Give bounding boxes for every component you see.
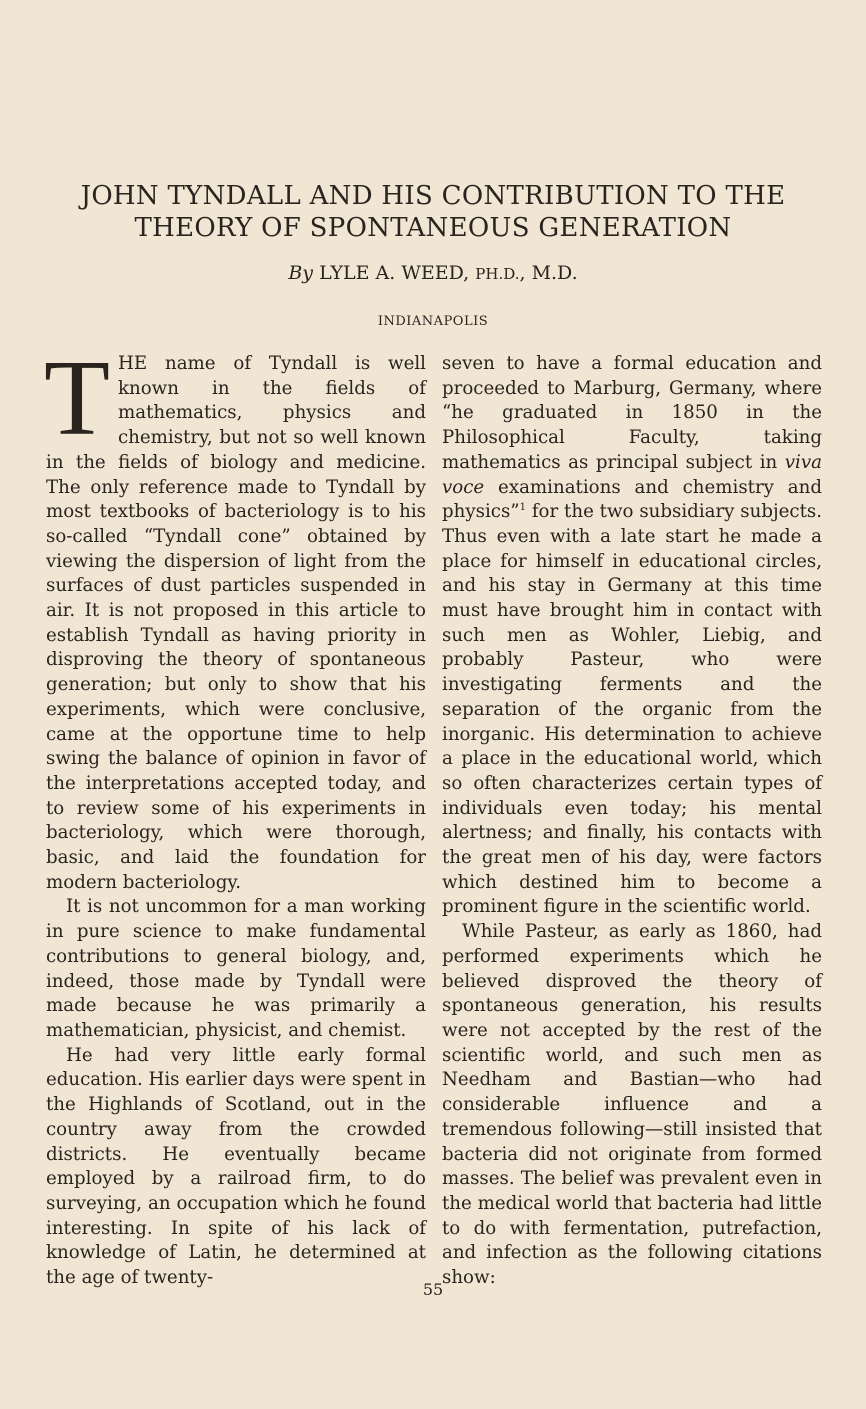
article-title [40, 180, 826, 244]
title-line-1: JOHN TYNDALL AND HIS CONTRIBUTION TO THE [80, 181, 786, 211]
author-degree-phd: PH.D. [475, 265, 520, 283]
paragraph-3: He had very little early formal education. His earlier days were spent in the Highlands of Scotland, out in the country away from the crowded districts. He eventually became employed by a railroad firm, to do surveying, an occupation which he found interesting. In spite of his lack of knowledge of Latin, he determined at the age of twenty- [46, 1044, 426, 1289]
right-column [442, 352, 822, 1291]
paragraph-5: While Pasteur, as early as 1860, had performed experiments which he believed disproved the theory of spontaneous generation, his results were not accepted by the rest of the scientific world, and such men as Needham and Bastian—who had considerable influence and a tremendous following—still insisted that bacteria did not originate from formed masses. The belief was prevalent even in the medical world that bacteria had little to do with fermentation, putrefaction, and infection as the following citations show: [442, 921, 822, 1289]
italic-viva-voce: viva voce [442, 451, 822, 498]
drop-cap: T [44, 339, 110, 458]
footnote-ref: 1 [519, 502, 526, 514]
paragraph-4-part-c: for the two subsidiary subjects. Thus even with a late start he made a place for himself in educational circles, and his stay in Germany at this time must have brought him in contact with such men as Wohler, Liebig, and probably Pasteur, who were investigating ferments and the separation of the organic from the inorganic. His determination to achieve a place in the educational world, which so often characterizes certain types of individuals even today; his mental alertness; and finally, his contacts with the great men of his day, were factors which destined him to become a prominent figure in the scientific world. [442, 501, 822, 918]
title-line-2: THEORY OF SPONTANEOUS GENERATION [134, 213, 732, 243]
byline [0, 262, 866, 284]
paragraph-4-part-b: examinations and chemistry and physics” [442, 476, 822, 523]
page-number: 55 [422, 1280, 444, 1299]
author-name: LYLE A. WEED, [319, 262, 476, 284]
author-location: INDIANAPOLIS [377, 314, 489, 329]
byline-by: By [288, 262, 314, 284]
paragraph-2: It is not uncommon for a man working in pure science to make fundamental contributions to general biology, and, indeed, those made by Tyndall were made because he was primarily a mathematician, physicist, and chemist. [46, 896, 426, 1041]
left-column [44, 339, 426, 1291]
paragraph-1-text: HE name of Tyndall is well known in the fields of mathematics, physics and chemistry, but not so well known in the fields of biology and medicine. The only reference made to Tyndall by most textbooks of bacteriology is to his so-called “Tyndall cone” obtained by viewing the dispersion of light from the surfaces of dust particles suspended in air. It is not proposed in this article to establish Tyndall as having priority in disproving the theory of spontaneous generation; but only to show that his experiments, which were conclusive, came at the opportune time to help swing the balance of opinion in favor of the interpretations accepted today, and to review some of his experiments in bacteriology, which were thorough, basic, and laid the foundation for modern bacteriology. [46, 353, 426, 893]
paragraph-4 [442, 352, 822, 920]
author-degree-md: M.D. [531, 262, 578, 284]
byline-separator: , [519, 262, 532, 284]
paragraph-1 [44, 339, 426, 895]
paragraph-4-part-a: seven to have a formal education and proceeded to Marburg, Germany, where “he graduated in 1850 in the Philosophical Faculty, taking mathematics as principal subject in [442, 353, 822, 473]
